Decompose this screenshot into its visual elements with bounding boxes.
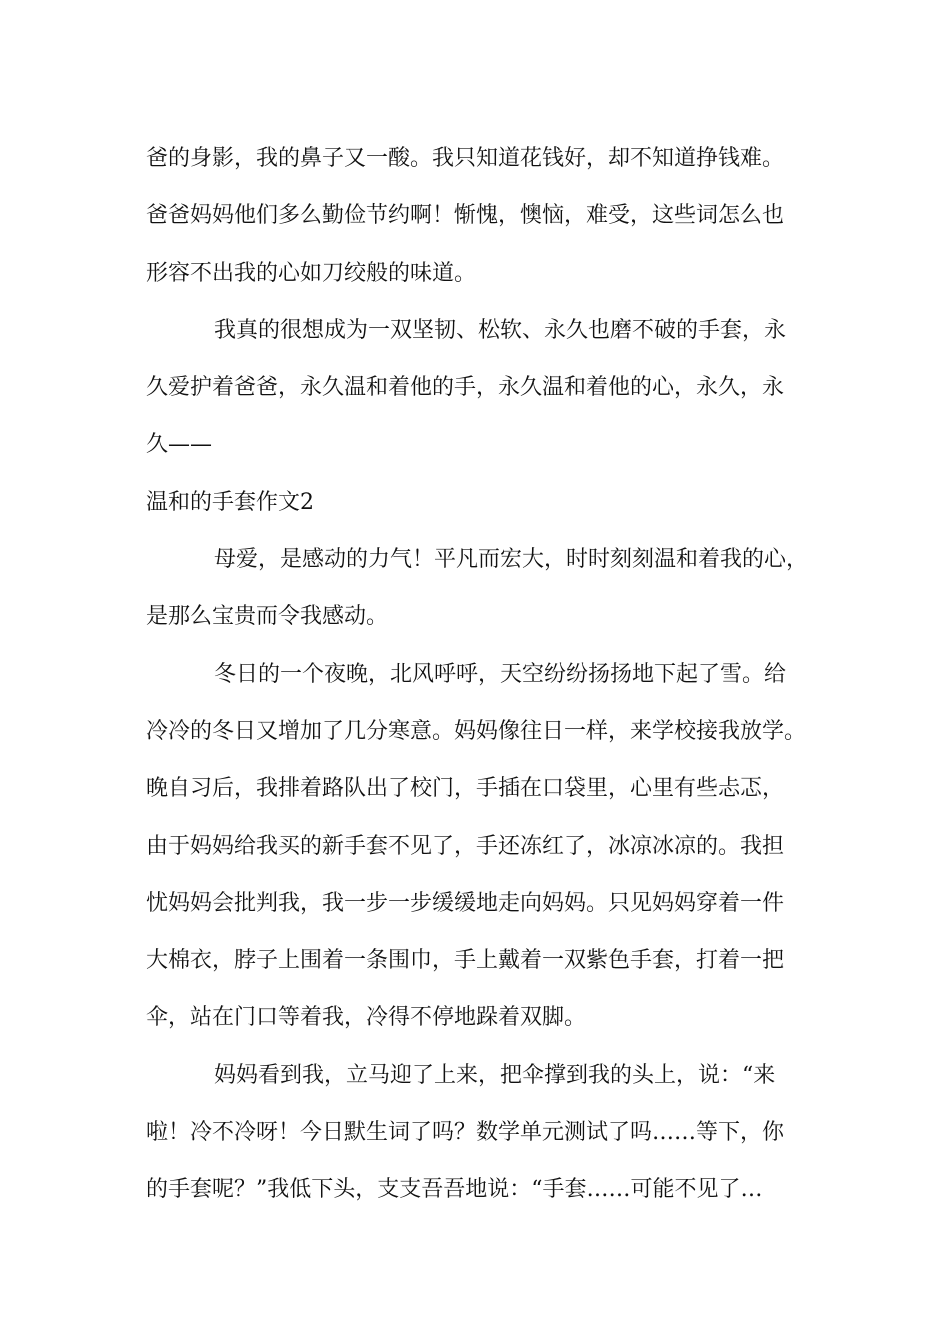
text-line: 妈妈看到我，立马迎了上来，把伞撑到我的头上，说：“来 bbox=[214, 1062, 776, 1088]
essay-text bbox=[146, 130, 816, 1219]
text-line: 伞，站在门口等着我，冷得不停地跺着双脚。 bbox=[146, 1005, 587, 1031]
text-line: 我真的很想成为一双坚韧、松软、永久也磨不破的手套，永 bbox=[214, 317, 787, 343]
text-line: 大棉衣，脖子上围着一条围巾，手上戴着一双紫色手套，打着一把 bbox=[146, 948, 785, 974]
text-line: 忧妈妈会批判我，我一步一步缓缓地走向妈妈。只见妈妈穿着一件 bbox=[146, 890, 785, 916]
text-line: 由于妈妈给我买的新手套不见了，手还冻红了，冰凉冰凉的。我担 bbox=[146, 833, 785, 859]
text-line: 是那么宝贵而令我感动。 bbox=[146, 604, 389, 630]
text-line: 久—— bbox=[146, 432, 213, 458]
text-line: 形容不出我的心如刀绞般的味道。 bbox=[146, 260, 477, 286]
text-line: 久爱护着爸爸，永久温和着他的手，永久温和着他的心，永久，永 bbox=[146, 375, 785, 401]
text-line: 啦！冷不冷呀！今日默生词了吗？数学单元测试了吗……等下，你 bbox=[146, 1120, 785, 1146]
text-line: 冷冷的冬日又增加了几分寒意。妈妈像往日一样，来学校接我放学。 bbox=[146, 718, 807, 744]
text-line: 爸的身影，我的鼻子又一酸。我只知道花钱好，却不知道挣钱难。 bbox=[146, 146, 785, 171]
text-line: 的手套呢？”我低下头，支支吾吾地说：“手套……可能不见了… bbox=[146, 1177, 763, 1203]
text-line: 爸爸妈妈他们多么勤俭节约啊！惭愧，懊恼，难受，这些词怎么也 bbox=[146, 203, 785, 229]
text-line: 冬日的一个夜晚，北风呼呼，天空纷纷扬扬地下起了雪。给 bbox=[214, 661, 787, 687]
text-line: 母爱，是感动的力气！平凡而宏大，时时刻刻温和着我的心， bbox=[214, 547, 809, 573]
section-heading: 温和的手套作文2 bbox=[146, 489, 314, 515]
text-line: 晚自习后，我排着路队出了校门，手插在口袋里，心里有些忐忑， bbox=[146, 776, 785, 802]
